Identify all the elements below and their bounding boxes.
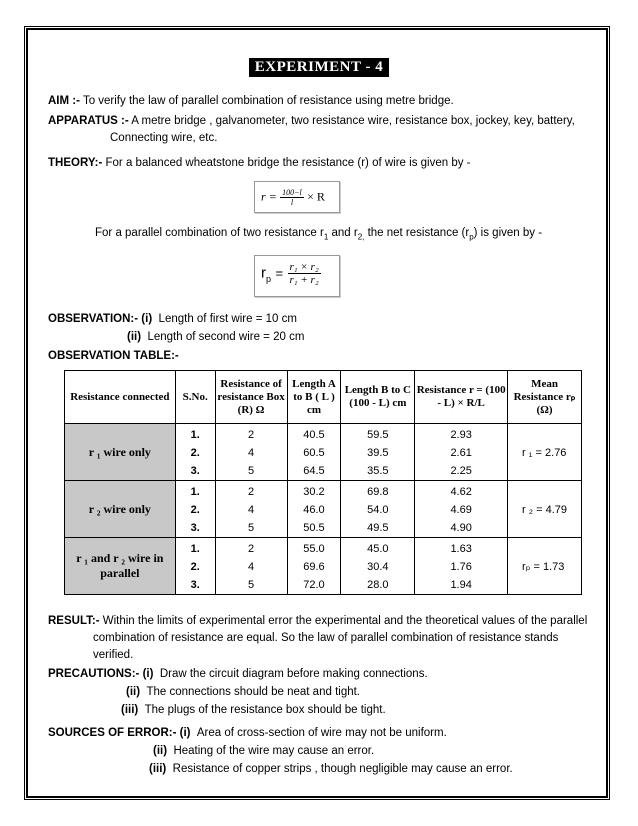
mean-resistance-cell: rₚ = 1.73 [508, 538, 582, 595]
result-line2: combination of resistance are equal. So the law of parallel combination of resistance stands [93, 632, 559, 644]
observation-table-label: OBSERVATION TABLE:- [48, 350, 179, 362]
theory-text2-b: and r [328, 227, 358, 239]
source-num: (iii) [149, 763, 167, 775]
box-resistance-cell: 2 4 5 [215, 538, 287, 595]
result-label: RESULT:- [48, 615, 100, 627]
table-header-row [65, 371, 582, 424]
source-text: Area of cross-section of wire may not be uniform. [196, 727, 447, 739]
table-row [65, 424, 582, 481]
header-resistance-connected: Resistance connected [65, 371, 176, 424]
formula2-numerator: r₁ × r₂ [289, 261, 319, 273]
precaution-text: The plugs of the resistance box should be tight. [144, 704, 386, 716]
source-num: (i) [179, 727, 191, 739]
header-sno: S.No. [175, 371, 215, 424]
length-ab-cell: 55.0 69.6 72.0 [287, 538, 341, 595]
formula1-fraction [280, 188, 304, 207]
mean-resistance-cell: r ₂ = 4.79 [508, 481, 582, 538]
box-resistance-cell: 2 4 5 [215, 481, 287, 538]
theory-text2-a: For a parallel combination of two resistance r [95, 227, 324, 239]
formula2-denominator: r₁ + r₂ [289, 274, 319, 286]
sources-line3 [149, 762, 513, 776]
theory-text2-c: the net resistance (r [364, 227, 470, 239]
length-ab-cell: 40.5 60.5 64.5 [287, 424, 341, 481]
apparatus-line2: Connecting wire, etc. [110, 132, 218, 144]
formula-parallel-expr [261, 261, 321, 286]
formula2-eq: = [275, 265, 284, 281]
precaution-line3 [121, 703, 386, 717]
sources-line1 [48, 726, 447, 740]
length-bc-cell: 69.8 54.0 49.5 [341, 481, 415, 538]
table-row [65, 538, 582, 595]
header-length-bc: Length B to C (100 - L) cm [341, 371, 415, 424]
group-name: r ₁ wire only [65, 424, 176, 481]
apparatus-line [48, 114, 575, 128]
precaution-num: (iii) [121, 704, 139, 716]
formula2-fraction [288, 261, 321, 286]
precaution-num: (ii) [126, 686, 141, 698]
observation-label: OBSERVATION:- [48, 313, 139, 325]
header-length-ab: Length A to B ( L ) cm [287, 371, 341, 424]
sno-cell: 1. 2. 3. [175, 481, 215, 538]
header-mean-resistance: Mean Resistance rₚ (Ω) [508, 371, 582, 424]
formula-parallel [254, 255, 340, 297]
observation-item-text: Length of first wire = 10 cm [158, 313, 297, 325]
observation-line1 [48, 312, 297, 326]
precaution-text: The connections should be neat and tight. [146, 686, 360, 698]
source-text: Heating of the wire may cause an error. [173, 745, 375, 757]
header-resistance-r: Resistance r = (100 - L) × R/L [415, 371, 508, 424]
header-box-resistance: Resistance of resistance Box (R) Ω [215, 371, 287, 424]
theory-text2-d: ) is given by - [473, 227, 543, 239]
source-text: Resistance of copper strips , though negligible may cause an error. [172, 763, 513, 775]
title-container [0, 58, 638, 77]
observation-item-num: (ii) [127, 331, 142, 343]
sources-line2 [153, 744, 374, 758]
formula2-lhs: r [261, 264, 266, 282]
source-num: (ii) [153, 745, 168, 757]
sno-cell: 1. 2. 3. [175, 538, 215, 595]
precaution-line1 [48, 667, 428, 681]
theory-text2-sub2: 2, [357, 232, 365, 242]
resistance-r-cell: 2.93 2.61 2.25 [415, 424, 508, 481]
group-name: r ₂ wire only [65, 481, 176, 538]
aim-line [48, 94, 454, 108]
apparatus-text: A metre bridge , galvanometer, two resistance wire, resistance box, jockey, key, battery, [131, 115, 575, 127]
formula1-numerator: 100−l [282, 188, 302, 197]
sno-cell: 1. 2. 3. [175, 424, 215, 481]
theory-text2-sub3: p [469, 232, 474, 242]
formula2-lhs-sub: p [266, 273, 272, 284]
formula1-rhs: × R [307, 189, 325, 204]
formula1-lhs: r = [261, 189, 277, 204]
group-name: r ₁ and r ₂ wire in parallel [65, 538, 176, 595]
resistance-r-cell: 4.62 4.69 4.90 [415, 481, 508, 538]
precaution-line2 [126, 685, 360, 699]
apparatus-label: APPARATUS :- [48, 115, 129, 127]
precaution-text: Draw the circuit diagram before making connections. [159, 668, 428, 680]
box-resistance-cell: 2 4 5 [215, 424, 287, 481]
formula1-denominator: l [290, 198, 294, 207]
precaution-num: (i) [142, 668, 154, 680]
mean-resistance-cell: r ₁ = 2.76 [508, 424, 582, 481]
length-bc-cell: 59.5 39.5 35.5 [341, 424, 415, 481]
result-line1 [48, 614, 587, 628]
result-text: Within the limits of experimental error the experimental and the theoretical values of the parallel [102, 615, 588, 627]
theory-text2-sub1: 1 [323, 232, 329, 242]
theory-label: THEORY:- [48, 157, 103, 169]
observation-line2 [127, 330, 304, 344]
length-ab-cell: 30.2 46.0 50.5 [287, 481, 341, 538]
theory-text: For a balanced wheatstone bridge the resistance (r) of wire is given by - [105, 157, 471, 169]
sources-label: SOURCES OF ERROR:- [48, 727, 177, 739]
observation-table [64, 370, 582, 595]
aim-text: To verify the law of parallel combination of resistance using metre bridge. [82, 95, 454, 107]
page-title: EXPERIMENT - 4 [249, 58, 389, 77]
table-row [65, 481, 582, 538]
formula-resistance [254, 181, 340, 213]
aim-label: AIM :- [48, 95, 80, 107]
observation-item-num: (i) [141, 313, 153, 325]
length-bc-cell: 45.0 30.4 28.0 [341, 538, 415, 595]
theory-line2 [95, 226, 542, 244]
precautions-label: PRECAUTIONS:- [48, 668, 140, 680]
resistance-r-cell: 1.63 1.76 1.94 [415, 538, 508, 595]
result-line3: verified. [93, 649, 134, 661]
formula-resistance-expr [261, 188, 325, 207]
observation-item-text: Length of second wire = 20 cm [147, 331, 305, 343]
theory-line [48, 156, 471, 170]
